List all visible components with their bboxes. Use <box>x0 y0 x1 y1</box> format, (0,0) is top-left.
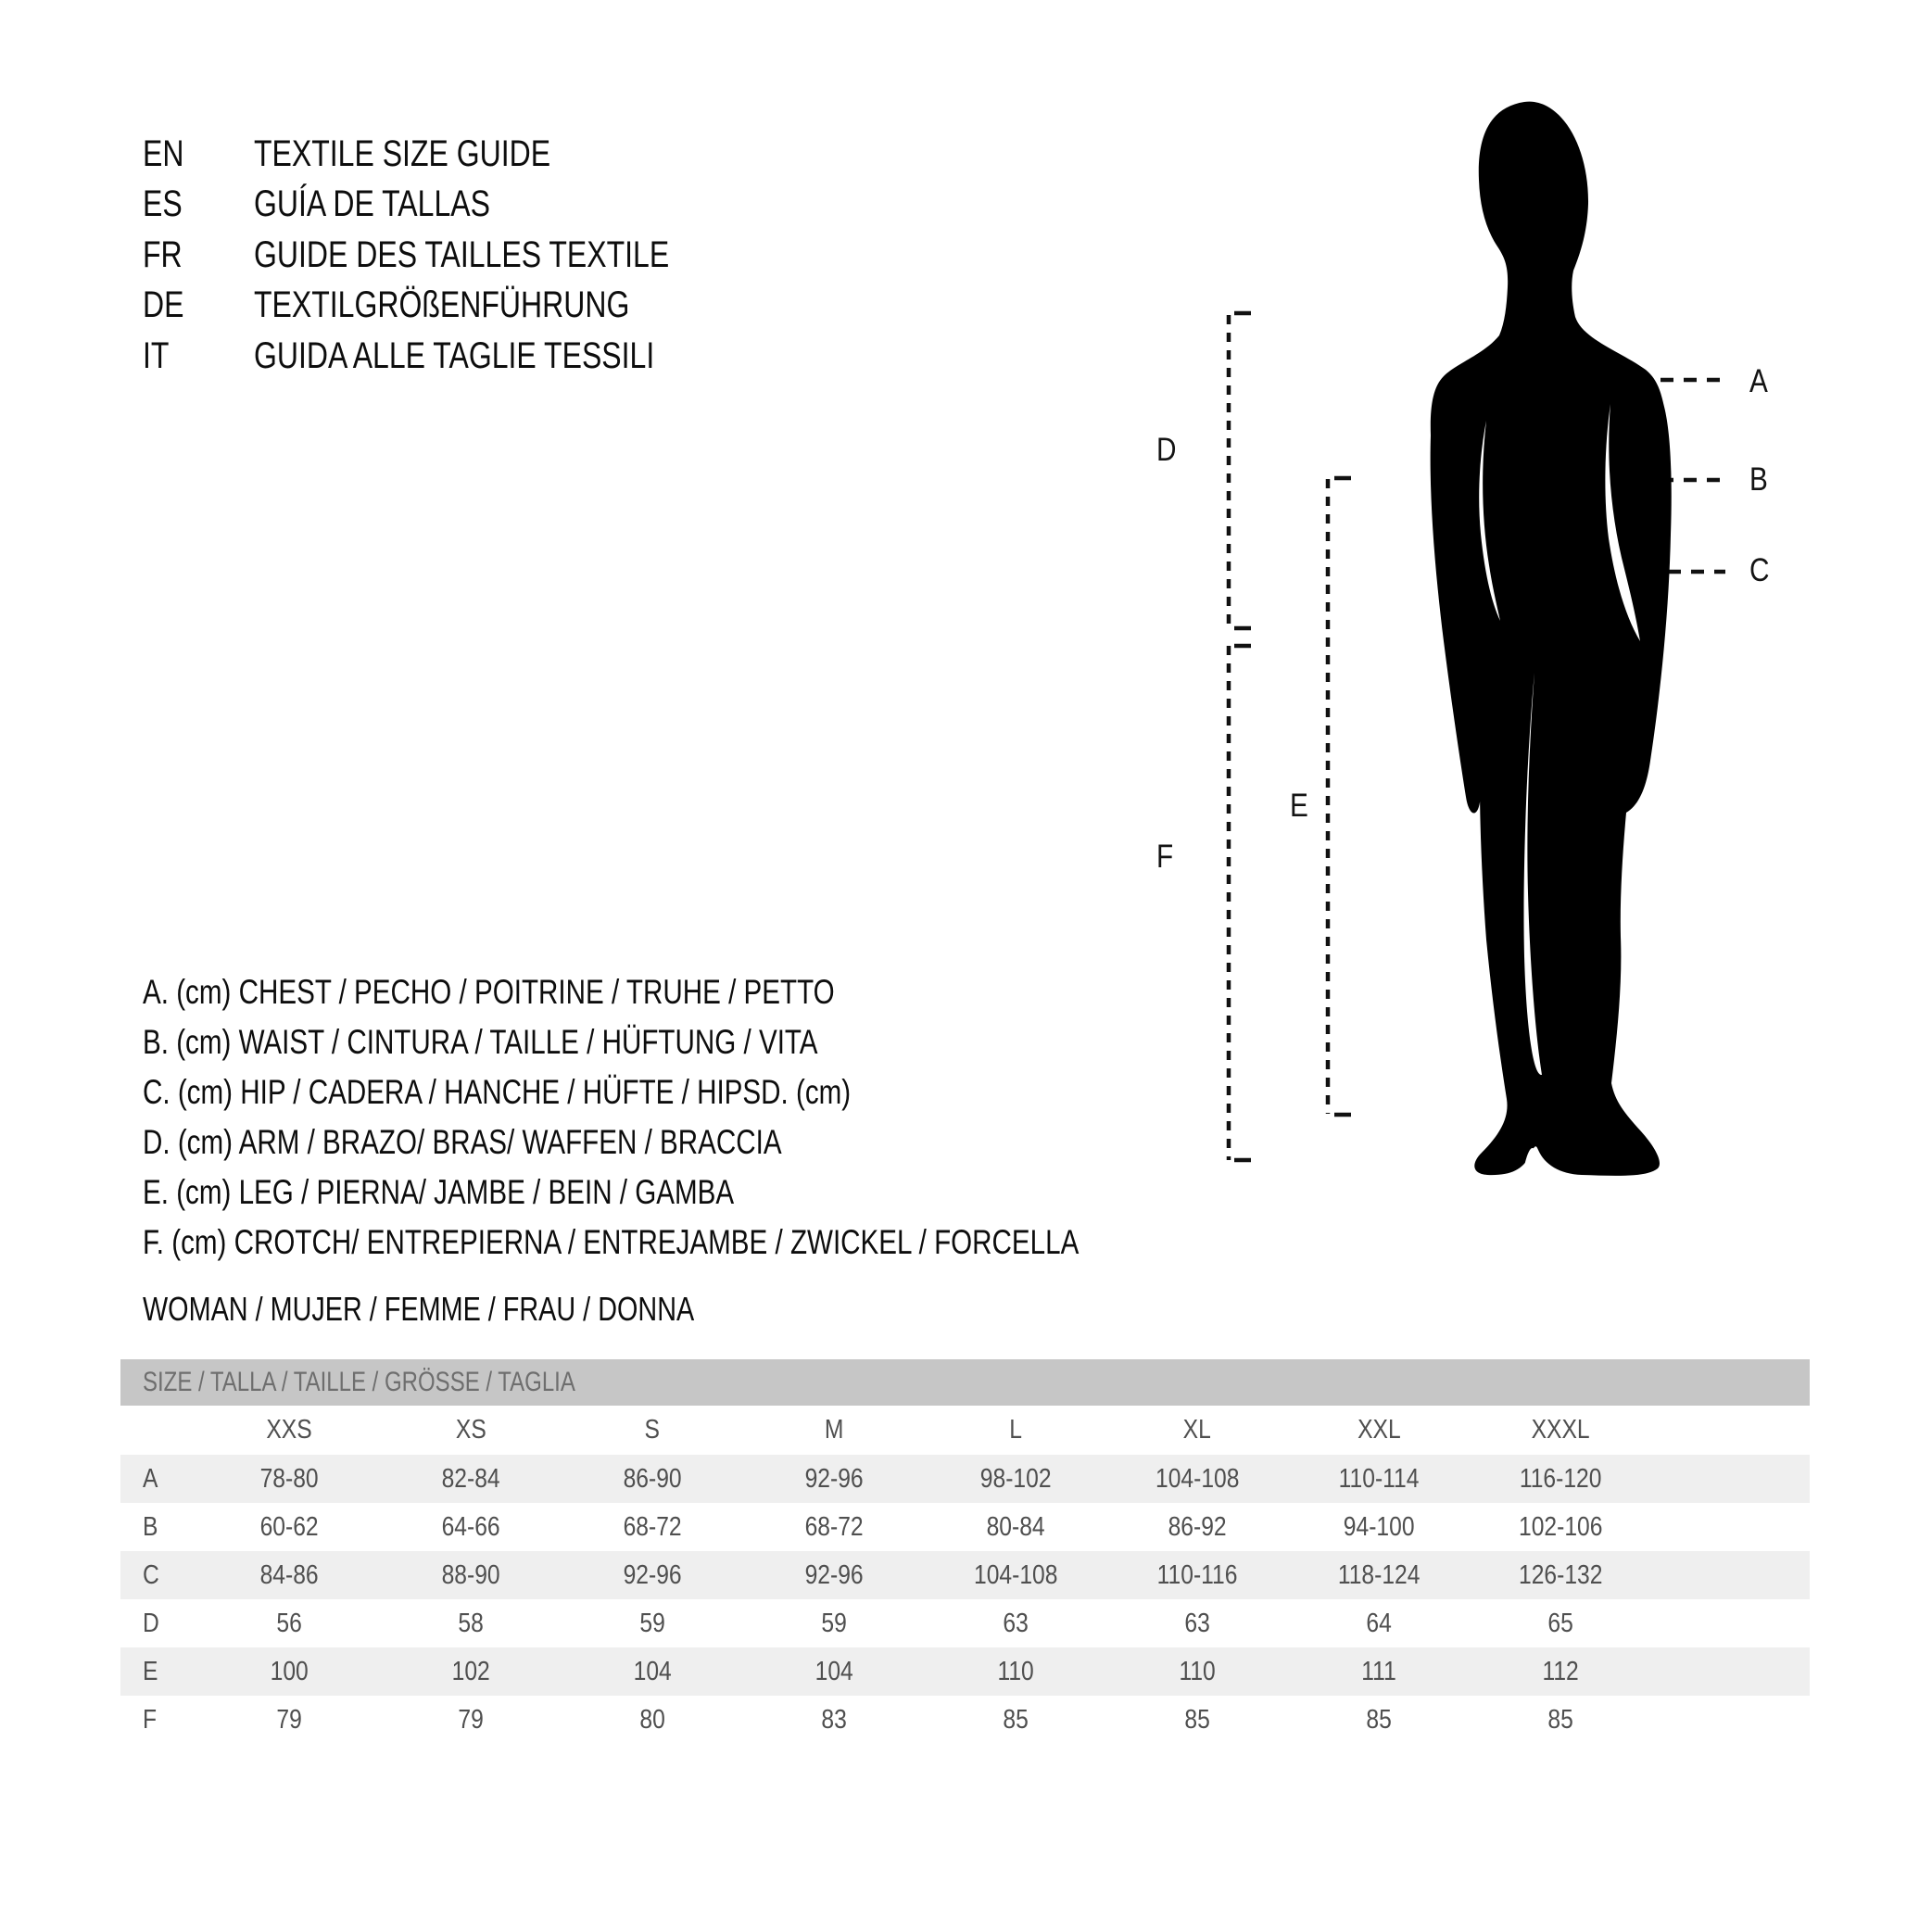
language-code-text: IT <box>143 334 170 376</box>
measurement-cell-text: 59 <box>639 1608 665 1638</box>
measurement-cell <box>1470 1464 1651 1495</box>
size-table-body <box>120 1455 1810 1744</box>
measurement-cell <box>562 1609 743 1639</box>
size-column-header <box>1470 1415 1651 1445</box>
measurement-cell-text: 79 <box>458 1704 484 1735</box>
measurement-cell <box>380 1560 562 1591</box>
measurement-cell-text: 100 <box>270 1656 309 1686</box>
measurement-cell <box>1470 1609 1651 1639</box>
measurement-cell-text: 110-114 <box>1338 1463 1420 1494</box>
measurement-cell-text: 85 <box>1366 1704 1392 1735</box>
size-column-header-text: XXS <box>266 1415 312 1445</box>
legend-item <box>143 1017 1313 1067</box>
table-row <box>120 1647 1810 1696</box>
measurement-cell-text: 80 <box>639 1704 665 1735</box>
measurement-cell-text: 65 <box>1547 1608 1573 1638</box>
label-chest-a: A <box>1749 363 1768 399</box>
measurement-cell <box>380 1705 562 1735</box>
label-leg-e: E <box>1290 788 1308 824</box>
measurement-cell <box>562 1464 743 1495</box>
table-header-text: SIZE / TALLA / TAILLE / GRÖSSE / TAGLIA <box>143 1367 575 1397</box>
measurement-cell-text: 92-96 <box>804 1463 864 1494</box>
measurement-cell <box>1288 1464 1470 1495</box>
measurement-cell <box>562 1705 743 1735</box>
table-sizes-row <box>120 1406 1810 1455</box>
row-filler <box>1651 1647 1810 1696</box>
measurement-cell <box>380 1657 562 1687</box>
size-column-header <box>1106 1415 1288 1445</box>
row-label-text: B <box>143 1511 158 1542</box>
measurement-cell <box>925 1560 1106 1591</box>
table-row <box>120 1455 1810 1503</box>
legend-item-text: A. (cm) CHEST / PECHO / POITRINE / TRUHE / PETTO <box>143 973 835 1011</box>
row-filler <box>1651 1599 1810 1647</box>
row-label-text: C <box>143 1559 159 1590</box>
measurement-cell <box>743 1464 925 1495</box>
row-label <box>120 1657 198 1687</box>
measurement-cell-text: 102 <box>451 1656 490 1686</box>
row-filler <box>1651 1455 1810 1503</box>
size-column-header <box>925 1415 1106 1445</box>
size-column-header-text: XXL <box>1357 1415 1401 1445</box>
measurement-cell-text: 88-90 <box>441 1559 500 1590</box>
table-row <box>120 1599 1810 1647</box>
table-row <box>120 1696 1810 1744</box>
measurement-cell <box>1106 1705 1288 1735</box>
measurement-cell-text: 58 <box>458 1608 484 1638</box>
label-waist-b: B <box>1749 461 1768 498</box>
measurement-cell <box>1288 1560 1470 1591</box>
measurement-cell-text: 84-86 <box>259 1559 319 1590</box>
measurement-cell-text: 112 <box>1542 1656 1579 1686</box>
row-label <box>120 1705 198 1735</box>
legend-block <box>143 967 1313 1268</box>
legend-item <box>143 967 1313 1017</box>
measurement-cell-text: 104-108 <box>973 1559 1058 1590</box>
table-row <box>120 1551 1810 1599</box>
measurement-cell-text: 104 <box>633 1656 672 1686</box>
measurement-cell-text: 63 <box>1003 1608 1029 1638</box>
label-arm-d: D <box>1156 432 1177 468</box>
measurement-cell-text: 63 <box>1184 1608 1210 1638</box>
legend-item <box>143 1067 1313 1117</box>
row-filler <box>1651 1551 1810 1599</box>
measurement-cell <box>743 1609 925 1639</box>
label-crotch-f: F <box>1156 839 1174 875</box>
legend-item <box>143 1167 1313 1218</box>
row-label <box>120 1512 198 1543</box>
language-title-text: TEXTILE SIZE GUIDE <box>254 133 551 174</box>
legend-item <box>143 1218 1313 1268</box>
language-code-text: ES <box>143 183 183 225</box>
measurement-cell <box>198 1705 380 1735</box>
measurement-cell <box>380 1609 562 1639</box>
measurement-cell-text: 68-72 <box>804 1511 864 1542</box>
measurement-cell <box>562 1560 743 1591</box>
woman-silhouette <box>1429 100 1681 1180</box>
table-header-bar <box>120 1359 1810 1406</box>
measurement-cell <box>925 1609 1106 1639</box>
table-row <box>120 1503 1810 1551</box>
measurement-cell-text: 102-106 <box>1518 1511 1603 1542</box>
measurement-cell <box>925 1512 1106 1543</box>
row-label-text: D <box>143 1608 159 1638</box>
silhouette-body-path <box>1431 102 1672 1176</box>
size-column-header-text: XL <box>1182 1415 1212 1445</box>
measurement-cell-text: 80-84 <box>986 1511 1045 1542</box>
measurement-cell <box>925 1657 1106 1687</box>
measurement-cell <box>925 1705 1106 1735</box>
measurement-cell-text: 86-92 <box>1168 1511 1227 1542</box>
legend-item-text: C. (cm) HIP / CADERA / HANCHE / HÜFTE / HIPSD. (cm) <box>143 1073 852 1111</box>
size-column-header <box>562 1415 743 1445</box>
size-table <box>120 1359 1810 1744</box>
size-column-header <box>198 1415 380 1445</box>
measurement-cell-text: 85 <box>1547 1704 1573 1735</box>
legend-item-text: E. (cm) LEG / PIERNA/ JAMBE / BEIN / GAMBA <box>143 1173 735 1211</box>
measurement-cell <box>1470 1657 1651 1687</box>
measurement-cell-text: 68-72 <box>623 1511 682 1542</box>
measurement-cell <box>380 1512 562 1543</box>
measurement-cell <box>1106 1512 1288 1543</box>
measurement-cell-text: 56 <box>276 1608 302 1638</box>
measurement-cell <box>198 1609 380 1639</box>
language-title-text: GUIDA ALLE TAGLIE TESSILI <box>254 334 655 376</box>
measurement-cell-text: 126-132 <box>1518 1559 1603 1590</box>
measurement-cell-text: 78-80 <box>259 1463 319 1494</box>
legend-item <box>143 1117 1313 1167</box>
row-label-text: A <box>143 1463 158 1494</box>
measurement-cell <box>562 1512 743 1543</box>
measurement-cell-text: 92-96 <box>623 1559 682 1590</box>
measurement-cell-text: 104 <box>814 1656 853 1686</box>
measurement-cell-text: 94-100 <box>1343 1511 1415 1542</box>
measurement-cell <box>1288 1512 1470 1543</box>
measurement-cell-text: 85 <box>1184 1704 1210 1735</box>
measurement-cell-text: 116-120 <box>1519 1463 1602 1494</box>
row-filler <box>1651 1696 1810 1744</box>
measurement-cell-text: 110 <box>997 1656 1034 1686</box>
measurement-cell-text: 64 <box>1366 1608 1392 1638</box>
measurement-cell-text: 104-108 <box>1155 1463 1240 1494</box>
language-code-text: DE <box>143 284 184 326</box>
measurement-cell-text: 111 <box>1361 1656 1396 1686</box>
row-label <box>120 1464 198 1495</box>
row-label <box>120 1560 198 1591</box>
measurement-cell-text: 110 <box>1179 1656 1216 1686</box>
measurement-cell-text: 59 <box>821 1608 847 1638</box>
measurement-cell <box>380 1464 562 1495</box>
measurement-cell <box>1470 1512 1651 1543</box>
measurement-cell-text: 110-116 <box>1156 1559 1238 1590</box>
measurement-cell <box>1470 1560 1651 1591</box>
measurement-cell <box>1106 1560 1288 1591</box>
measurement-cell <box>198 1464 380 1495</box>
measurement-cell <box>1288 1657 1470 1687</box>
language-title-text: GUÍA DE TALLAS <box>254 183 490 225</box>
legend-item-text: B. (cm) WAIST / CINTURA / TAILLE / HÜFTUNG / VITA <box>143 1023 818 1061</box>
measurement-cell <box>743 1560 925 1591</box>
size-column-header-text: XXXL <box>1531 1415 1590 1445</box>
language-title-text: GUIDE DES TAILLES TEXTILE <box>254 233 670 275</box>
measurement-cell-text: 86-90 <box>623 1463 682 1494</box>
size-column-header-text: XS <box>455 1415 486 1445</box>
size-column-header <box>1288 1415 1470 1445</box>
measurement-cell <box>743 1657 925 1687</box>
row-label-text: E <box>143 1656 158 1686</box>
sizes-row-filler <box>1651 1406 1810 1455</box>
measurement-cell-text: 83 <box>821 1704 847 1735</box>
section-title-text: WOMAN / MUJER / FEMME / FRAU / DONNA <box>143 1290 695 1328</box>
measurement-cell <box>743 1512 925 1543</box>
measurement-cell <box>198 1657 380 1687</box>
measurement-cell <box>1470 1705 1651 1735</box>
size-column-header-text: L <box>1009 1415 1022 1445</box>
language-title-text: TEXTILGRÖßENFÜHRUNG <box>254 284 630 326</box>
measurement-cell <box>198 1560 380 1591</box>
label-hip-c: C <box>1749 552 1770 588</box>
measurement-cell <box>562 1657 743 1687</box>
size-column-header-text: S <box>644 1415 661 1445</box>
size-column-header-text: M <box>824 1415 844 1445</box>
measurement-cell <box>1288 1705 1470 1735</box>
row-label <box>120 1609 198 1639</box>
size-column-header <box>380 1415 562 1445</box>
section-title <box>143 1290 832 1329</box>
row-label-text: F <box>143 1704 158 1735</box>
measurement-cell-text: 118-124 <box>1337 1559 1421 1590</box>
legend-item-text: D. (cm) ARM / BRAZO/ BRAS/ WAFFEN / BRACCIA <box>143 1123 782 1161</box>
measurement-cell-text: 98-102 <box>979 1463 1052 1494</box>
legend-item-text: F. (cm) CROTCH/ ENTREPIERNA / ENTREJAMBE / ZWICKEL / FORCELLA <box>143 1223 1080 1261</box>
measurement-cell <box>1106 1609 1288 1639</box>
measurement-cell-text: 92-96 <box>804 1559 864 1590</box>
measurement-cell-text: 64-66 <box>441 1511 500 1542</box>
measurement-cell <box>1106 1657 1288 1687</box>
measurement-cell <box>743 1705 925 1735</box>
measurement-cell-text: 79 <box>276 1704 302 1735</box>
measurement-cell <box>925 1464 1106 1495</box>
measurement-cell <box>1106 1464 1288 1495</box>
measurement-cell <box>198 1512 380 1543</box>
row-filler <box>1651 1503 1810 1551</box>
measurement-cell <box>1288 1609 1470 1639</box>
measurement-cell-text: 85 <box>1003 1704 1029 1735</box>
measurement-cell-text: 60-62 <box>259 1511 319 1542</box>
language-code-text: EN <box>143 133 184 174</box>
size-column-header <box>743 1415 925 1445</box>
language-code-text: FR <box>143 233 183 275</box>
measurement-cell-text: 82-84 <box>441 1463 500 1494</box>
